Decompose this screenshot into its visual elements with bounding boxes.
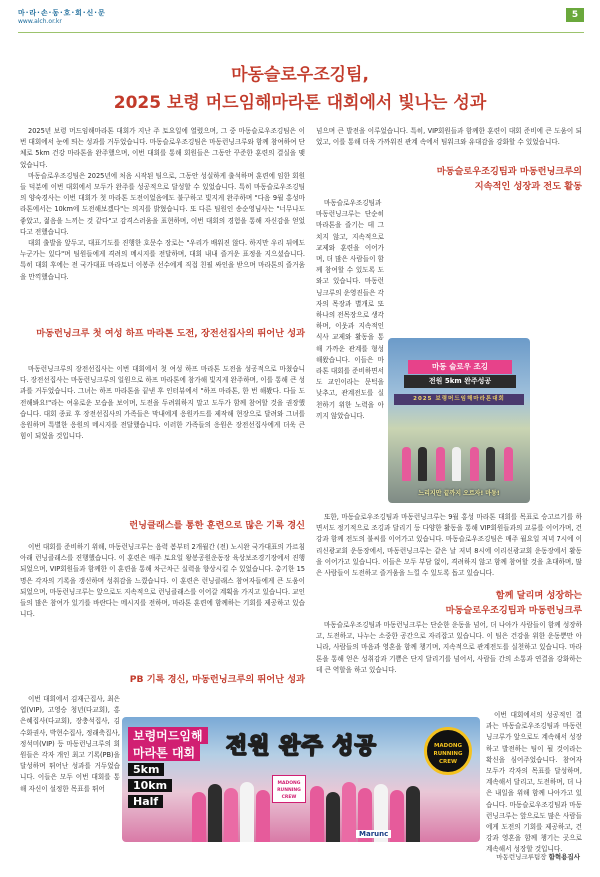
- runner-figure: [256, 790, 270, 842]
- event-label-line2: 마라톤 대회: [128, 744, 200, 761]
- newspaper-brand: 마·라·손·동·호·회·신·문: [18, 9, 106, 17]
- runner-figure: [486, 447, 495, 481]
- distance-label-5km: 5km: [128, 763, 164, 776]
- runner-figure: [402, 447, 411, 481]
- runner-figure: [310, 786, 324, 842]
- runner-figure: [470, 447, 479, 481]
- runner-figure: [326, 792, 340, 842]
- body-paragraph: 이번 대회에서의 성공적인 결과는 마동슬로우조깅팀과 마동런닝크루가 앞으로도 계속해서 성장하고 발전하는 팀이 될 것이라는 확신을 심어주었습니다. 참여자 모두가 각자의 목표를 달성하며, 계속해서 달리고, 도전하며, 더 나은 내일을 위해 함께 나아가고 있습니다. 마동슬로우조깅팀과 마동런닝크루는 앞으로도 많은 사람들에게 도전의 기회를 제공하고, 건강과 영혼을 함께 챙기는 곳으로 계속해서 성장할 것입니다.: [486, 711, 582, 854]
- author-role: 마동런닝크루팀장: [496, 853, 547, 861]
- left-column-section4: [20, 694, 120, 795]
- event-label-line1: 보령머드임해: [128, 727, 208, 744]
- distance-label-half: Half: [128, 795, 163, 808]
- team-finish-photo: [388, 338, 530, 503]
- runner-figure: [192, 792, 206, 842]
- page-number: 5: [566, 8, 584, 22]
- left-column-section3: [20, 542, 305, 620]
- runner-figure: [224, 788, 238, 842]
- right-column-section6: [316, 620, 582, 676]
- section-heading-text: PB 기록 경신, 마동런닝크루의 뛰어난 성과: [129, 674, 305, 685]
- right-column-section5-wide: [316, 512, 582, 579]
- runner-figure: [406, 786, 420, 842]
- runner-figure: [208, 784, 222, 842]
- group-photo: [122, 717, 480, 842]
- runner-figure: [452, 447, 461, 481]
- crew-badge-icon: MADONG RUNNING CREW: [424, 727, 472, 775]
- section-heading-together: [316, 588, 582, 618]
- section-heading-text: 지속적인 성장과 전도 활동: [474, 181, 582, 192]
- author-signature: [496, 852, 580, 861]
- section-heading-text: 함께 달리며 성장하는: [495, 590, 582, 601]
- left-column-section2: [20, 364, 305, 442]
- photo-banner-event: 2025 보령머드임해마라톤대회: [394, 394, 524, 405]
- section-heading-text: 마동런닝크루 첫 여성 하프 마라톤 도전, 장전선집사의 뛰어난 성과: [36, 328, 305, 339]
- photo-title: 전원 완주 성공: [226, 734, 377, 759]
- runner-figure: [418, 447, 427, 481]
- crew-sign: MADONG RUNNING CREW: [272, 775, 306, 803]
- photo-caption: 느리지만 끝까지 오르자! 마동!: [418, 490, 500, 497]
- intro-paragraph: 대회 출발을 앞두고, 대표기도를 진행한 호문수 장로는 "우리가 배워진 않다. 하지만 우리 뒤에도 누군가는 있다"며 팀원들에게 격려의 메시지를 전달하며, 대회 내내 즐거운 표정을 지으셨습니다. 특히 대회 후에는 전 국가대표 마라토너 이봉주 선수에게 직접 친필 싸인을 받으며 마라톤의 즐거움을 만끽했습니다.: [20, 239, 305, 281]
- body-paragraph: 이번 대회에서 김재근집사, 최은엽(VIP), 고영승 청년(다교회), 홍은혜집사(다교회), 장충석집사, 김수화권사, 박현수집사, 정래축집사, 정석미(VIP) 등 마동런닝크루의 회원들은 각자 개인 최고 기록(PB)을 달성하며 뛰어난 성과를 거두었습니다. 이들은 모두 이번 대회를 통해 자신이 설정한 목표를 뛰어: [20, 695, 120, 793]
- photo-banner-result: 전원 5km 완주성공: [404, 375, 516, 388]
- page-header: [18, 8, 584, 34]
- header-divider: [18, 32, 584, 33]
- distance-label-10km: 10km: [128, 779, 172, 792]
- right-column-continuation: [316, 126, 582, 148]
- body-paragraph: 또한, 마동슬로우조깅팀과 마동런닝크루는 9월 홍성 마라톤 대회를 목표로 승고르기를 하면서도 정기적으로 조깅과 달리기 등 다양한 활동을 통해 VIP회원들과의 교류를 이어가며, 건강과 함께 전도의 불씨를 이어가고 있습니다. 마동슬로우조깅팀은 매주 월요일 저녁 7시에 이리신광교회 운동장에서, 마동런닝크루는 같은 날 저녁 8시에 이리신광교회 운동장에서 활동을 이어가고 있습니다. 이들은 모두 부담 없이, 격려하지 않고 함께 참여할 것을 초대하며, 많은 사람들이 도전하고 즐거움을 느낄 수 있도록 돕고 있습니다.: [316, 513, 582, 578]
- headline-line1: 마동슬로우조깅팀,: [231, 65, 369, 85]
- site-url[interactable]: www.alch.or.kr: [18, 18, 62, 25]
- right-column-section5-narrow: [316, 198, 384, 422]
- sponsor-logo: Marunc: [356, 830, 391, 838]
- headline-line2: 2025 보령 머드임해마라톤 대회에서 빛나는 성과: [113, 93, 487, 113]
- section-heading-growth: [316, 164, 582, 194]
- runner-figure: [390, 790, 404, 842]
- section-heading-text: 마동슬로우조깅팀과 마동런닝크루: [445, 605, 582, 616]
- runner-figure: [342, 782, 356, 842]
- body-paragraph: 넘으며 큰 발전을 이루었습니다. 특히, VIP회원들과 함께한 훈련이 대회 준비에 큰 도움이 되었고, 이를 통해 더욱 가까워진 관계 속에서 팀워크와 유대감을 강화할 수 있었습니다.: [316, 127, 582, 147]
- right-column-section6-narrow: [486, 710, 582, 856]
- author-name: 함혁용집사: [548, 853, 580, 861]
- body-paragraph: 이번 대회를 준비하기 위해, 마동런닝크루는 음력 봄부터 2개월간 (전) 노시완 국가대표의 가르침 아래 런닝클래스를 진행했습니다. 이 훈련은 매주 토요일 왕봉공원운동장 육상보조경기장에서 진행되었으며, VIP회원들과 함께한 이 훈련을 통해 차근차근 실력을 향상시킬 수 있었습니다. 총기한 15명은 각자의 기록을 갱신하며 성취감을 느꼈습니다. 이 훈련은 런닝클래스 참여자들에게 큰 도움이 되었으며, 마동런닝크루는 앞으로도 지속적으로 런닝클래스를 이어갈 계획을 가지고 있습니다. 교인들의 많은 참여가 있기를 바란다는 메시지를 전하며, 마라톤 훈련에 함께하는 기회를 제공하고 있습니다.: [20, 543, 305, 619]
- section-heading-half-marathon: [20, 326, 305, 341]
- left-column: [20, 126, 305, 283]
- body-paragraph: 마동런닝크루의 장전선집사는 이번 대회에서 첫 여성 하프 마라톤 도전을 성공적으로 마쳤습니다. 장전선집사는 마동런닝크루의 일원으로 하프 마라톤에 참가해 빛지게 완주하며, 이를 통해 큰 성과를 거두었습니다. 그녀는 하프 마라톤을 끝낸 후 인터뷰에서 "하프 마라톤, 한 번 해봤다. 다들 도전해봐요!"라는 여유로운 모습을 보이며, 도전을 두려워하지 말고 도두가 함께 참여할 것을 권장했습니다. 대회 종료 후 장전선집사의 가족들은 막내에게 응원카드를 제작해 현장으로 달려와 그녀를 응원하며 특별한 응원의 메시지를 전달했습니다. 이러한 가족들의 응원은 장전선집사에게 더욱 큰 힘이 되었을 것입니다.: [20, 365, 305, 441]
- body-paragraph: 마동슬로우조깅팀과 마동런닝크루는 단순한 운동을 넘어, 더 나아가 사람들이 함께 성장하고, 도전하고, 나누는 소중한 공간으로 자리잡고 있습니다. 이 팀은 건강을 위한 운동뿐만 아니라, 사람들의 마음과 영혼을 함께 챙기며, 지속적으로 관계전도를 실천하고 있습니다. 마라톤을 통해 얻은 성취감과 기쁨은 단지 달리기를 넘어서, 사람들 간의 소통과 연결을 강화하는 데 큰 역할을 하고 있습니다.: [316, 621, 582, 674]
- body-paragraph: 마동슬로우조깅팀과 마동런닝크루는 단순히 마라톤을 즐기는 데 그치지 않고, 지속적으로 교제와 훈련을 이어가며, 더 많은 사람들이 함께 참여할 수 있도록 도와고 있습니다. 마동런닝크루의 운영진들은 각자의 목장과 별개로 또 하나의 전목장으로 생각하며, 이웃과 지속적인 식사 교제와 활동을 통해 가까운 관계를 형성해왔습니다. 이들은 마라톤 대회를 준비하면서도 교인이라는 문턱을 낮추고, 관계전도를 실천하기 위한 노력을 아끼지 않았습니다.: [316, 199, 384, 420]
- intro-paragraph: 2025년 보령 머드임해마라톤 대회가 지난 주 토요일에 열렸으며, 그 중 마동슬로우조깅팀은 이번 대회에서 눈에 띄는 성과를 거두었습니다. 마동슬로우조깅팀은 마동런닝크루와 함께 참여하여 단체로 5km 건강 마라톤을 완주했으며, 이번 대회를 통해 회원들은 그동안 꾸준한 훈련의 결실을 맺었습니다.: [20, 127, 305, 169]
- section-heading-running-class: [20, 518, 305, 533]
- section-heading-text: 마동슬로우조깅팀과 마동런닝크루의: [436, 166, 582, 177]
- section-heading-text: 런닝클래스를 통한 훈련으로 많은 기록 경신: [129, 520, 305, 531]
- photo-banner-team: 마동 슬로우 조깅: [408, 360, 512, 374]
- section-heading-pb-record: [20, 672, 305, 687]
- runner-figure: [240, 782, 254, 842]
- intro-paragraph: 마동슬로우조깅팀은 2025년에 처음 시작된 팀으로, 그동안 성실하게 출석하며 훈련에 임한 회원들 덕분에 이번 대회에서 모두가 완주를 성공적으로 달성할 수 있었습니다. 특히 마동슬로우조깅팀의 양숙경사는 이번 대회가 첫 마라톤 도전이었음에도 불구하고 빛지게 완주하며 "다음 9월 홍성마라톤에서는 10km에 도전해보겠다"는 의지를 밝혔습니다. 또 다른 팀원인 송순영님사는 "너무나도 좋았고, 젊음을 느끼는 것 같다"고 감격스러움을 표현하며, 이번 대회의 경험을 통해 자신감을 얻었다고 전했습니다.: [20, 171, 305, 236]
- runner-figure: [436, 447, 445, 481]
- runner-figure: [504, 447, 513, 481]
- runner-group: [388, 431, 530, 481]
